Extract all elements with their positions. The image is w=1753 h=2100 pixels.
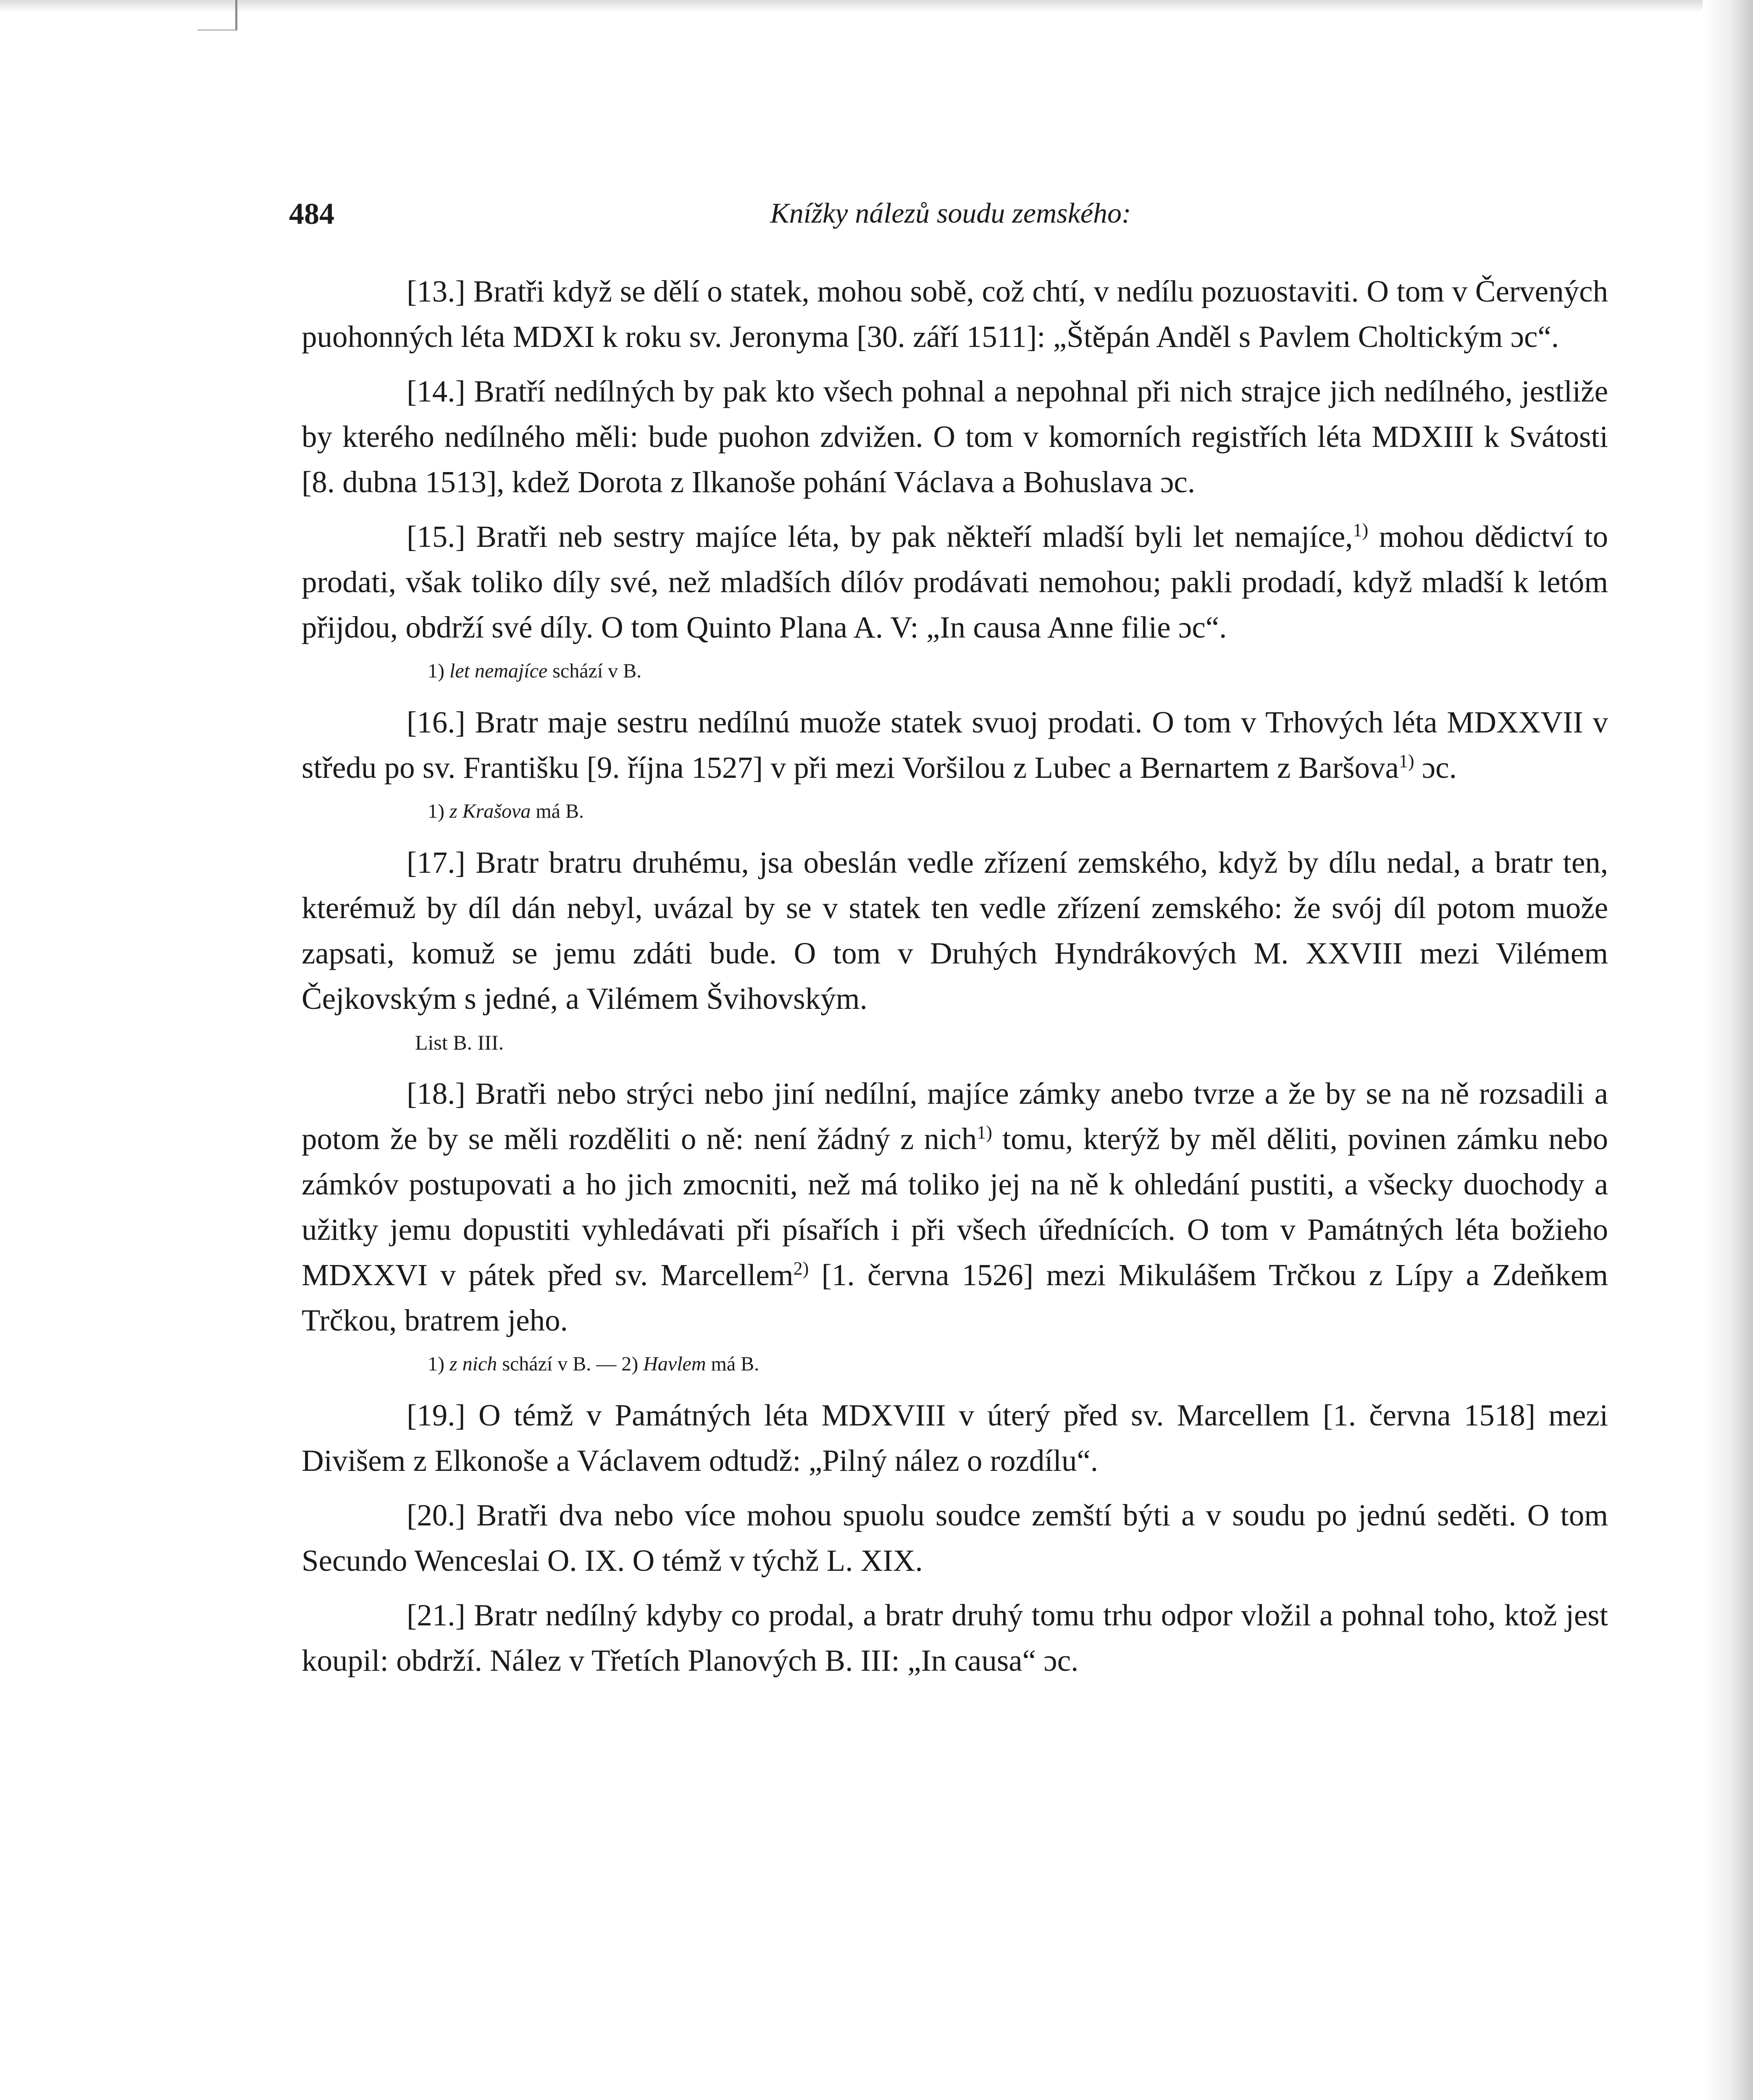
paragraph-16: [302, 700, 1608, 790]
page-header: [289, 197, 1612, 243]
page-number: 484: [289, 197, 334, 231]
scan-top-shadow: [0, 0, 1753, 13]
paragraph-20: [20.] Bratři dva nebo více mohou spuolu soudce zemští býti a v soudu po jednú seděti. O tom Secundo Wenceslai O. IX. O témž v týchž L. XIX.: [302, 1498, 1608, 1578]
paragraph-13: [13.] Bratři když se dělí o statek, mohou sobě, což chtí, v nedílu pozuostaviti. O tom v Červených puohonných léta MDXI k roku sv. Jeronyma [30. září 1511]: „Štěpán Anděl s Pavlem Choltickým ɔc“.: [302, 274, 1608, 354]
paragraph-18-text-c: [1. června 1526] mezi Mikulášem Trčkou z Lípy a Zdeňkem Trčkou, bratrem jeho.: [302, 1258, 1608, 1337]
paragraph-15-text-b: mohou dědictví to prodati, však toliko díly své, než mladších dílóv prodávati nemohou; pakli prodadí, když mladší k letóm přijdou, obdrží své díly. O tom Quinto Plana A. V: „In causa Anne filie ɔc“.: [302, 520, 1608, 644]
paragraph-16-text-b: ɔc.: [1414, 751, 1457, 785]
footnote-ref-15-1: 1): [1353, 520, 1369, 541]
footnote-ref-18-1: 1): [977, 1122, 992, 1143]
footnote-18: [428, 1350, 1608, 1378]
scan-corner-mark: [197, 0, 237, 31]
paragraph-19: [19.] O témž v Památných léta MDXVIII v úterý před sv. Marcellem [1. června 1518] mezi Divišem z Elkonoše a Václavem odtudž: „Pilný nález o rozdílu“.: [302, 1398, 1608, 1478]
footnote-18-rest-2: má B.: [706, 1353, 760, 1375]
footnote-15-italic: let nemajíce: [449, 660, 548, 682]
footnote-ref-18-2: 2): [793, 1258, 809, 1279]
footnote-18-rest-1: schází v B. —: [497, 1353, 622, 1375]
footnote-16: [428, 797, 1608, 826]
paragraph-15-text-a: [15.] Bratři neb sestry majíce léta, by pak někteří mladší byli let nemajíce,: [407, 520, 1353, 554]
paragraph-18-text-a: [18.] Bratři nebo strýci nebo jiní nedílní, majíce zámky anebo tvrze a že by se na ně rozsadili a potom že by se měli rozděliti o ně: není žádný z nich: [302, 1076, 1608, 1156]
footnote-18-italic-1: z nich: [449, 1353, 497, 1375]
scan-right-edge-shadow: [1703, 0, 1753, 2100]
footnote-15-rest: schází v B.: [547, 660, 642, 682]
footnote-16-marker: 1): [428, 800, 444, 822]
page-body: [302, 269, 1608, 1693]
paragraph-18: [302, 1071, 1608, 1343]
paragraph-15: [302, 514, 1608, 650]
footnote-16-rest: má B.: [531, 800, 584, 822]
footnote-ref-16-1: 1): [1398, 751, 1414, 772]
footnote-16-italic: z Krašova: [449, 800, 531, 822]
paragraph-18-text-b: tomu, kterýž by měl děliti, povinen zámku nebo zámkóv postupovati a ho jich zmocniti, než má toliko jej na ně k ohledání pustiti, a všecky duochody a užitky jemu dopustiti vyhledávati při písařích i při všech úřednících. O tom v Památných léta božieho MDXXVI v pátek před sv. Marcellem: [302, 1122, 1608, 1292]
paragraph-14: [14.] Bratří nedílných by pak kto všech pohnal a nepohnal při nich strajce jich nedílného, jestliže by kterého nedílného měli: bude puohon zdvižen. O tom v komorních registřích léta MDXIII k Svátosti [8. dubna 1513], kdež Dorota z Ilkanoše pohání Václava a Bohuslava ɔc.: [302, 374, 1608, 499]
paragraph-17: [17.] Bratr bratru druhému, jsa obeslán vedle zřízení zemského, když by dílu nedal, a bratr ten, kterémuž by díl dán nebyl, uvázal by se v statek ten vedle zřízení zemského: že svój díl potom muože zapsati, komuž se jemu zdáti bude. O tom v Druhých Hyndrákových M. XXVIII mezi Vilémem Čejkovským s jedné, a Vilémem Švihovským.: [302, 845, 1608, 1016]
footnote-15: [428, 657, 1608, 685]
footnote-18-marker-2: 2): [621, 1353, 639, 1375]
footnote-18-marker-1: 1): [428, 1353, 444, 1375]
running-head: Knížky nálezů soudu zemského:: [770, 197, 1131, 229]
footnote-18-italic-2: Havlem: [643, 1353, 706, 1375]
paragraph-16-text-a: [16.] Bratr maje sestru nedílnú muože statek svuoj prodati. O tom v Trhových léta MDXXVII v středu po sv. Františku [9. října 1527] v při mezi Voršilou z Lubec a Bernartem z Baršova: [302, 705, 1608, 785]
list-reference: List B. III.: [415, 1031, 504, 1054]
footnote-15-marker: 1): [428, 660, 444, 682]
paragraph-21: [21.] Bratr nedílný kdyby co prodal, a bratr druhý tomu trhu odpor vložil a pohnal toho, ktož jest koupil: obdrží. Nález v Třetích Planových B. III: „In causa“ ɔc.: [302, 1598, 1608, 1677]
